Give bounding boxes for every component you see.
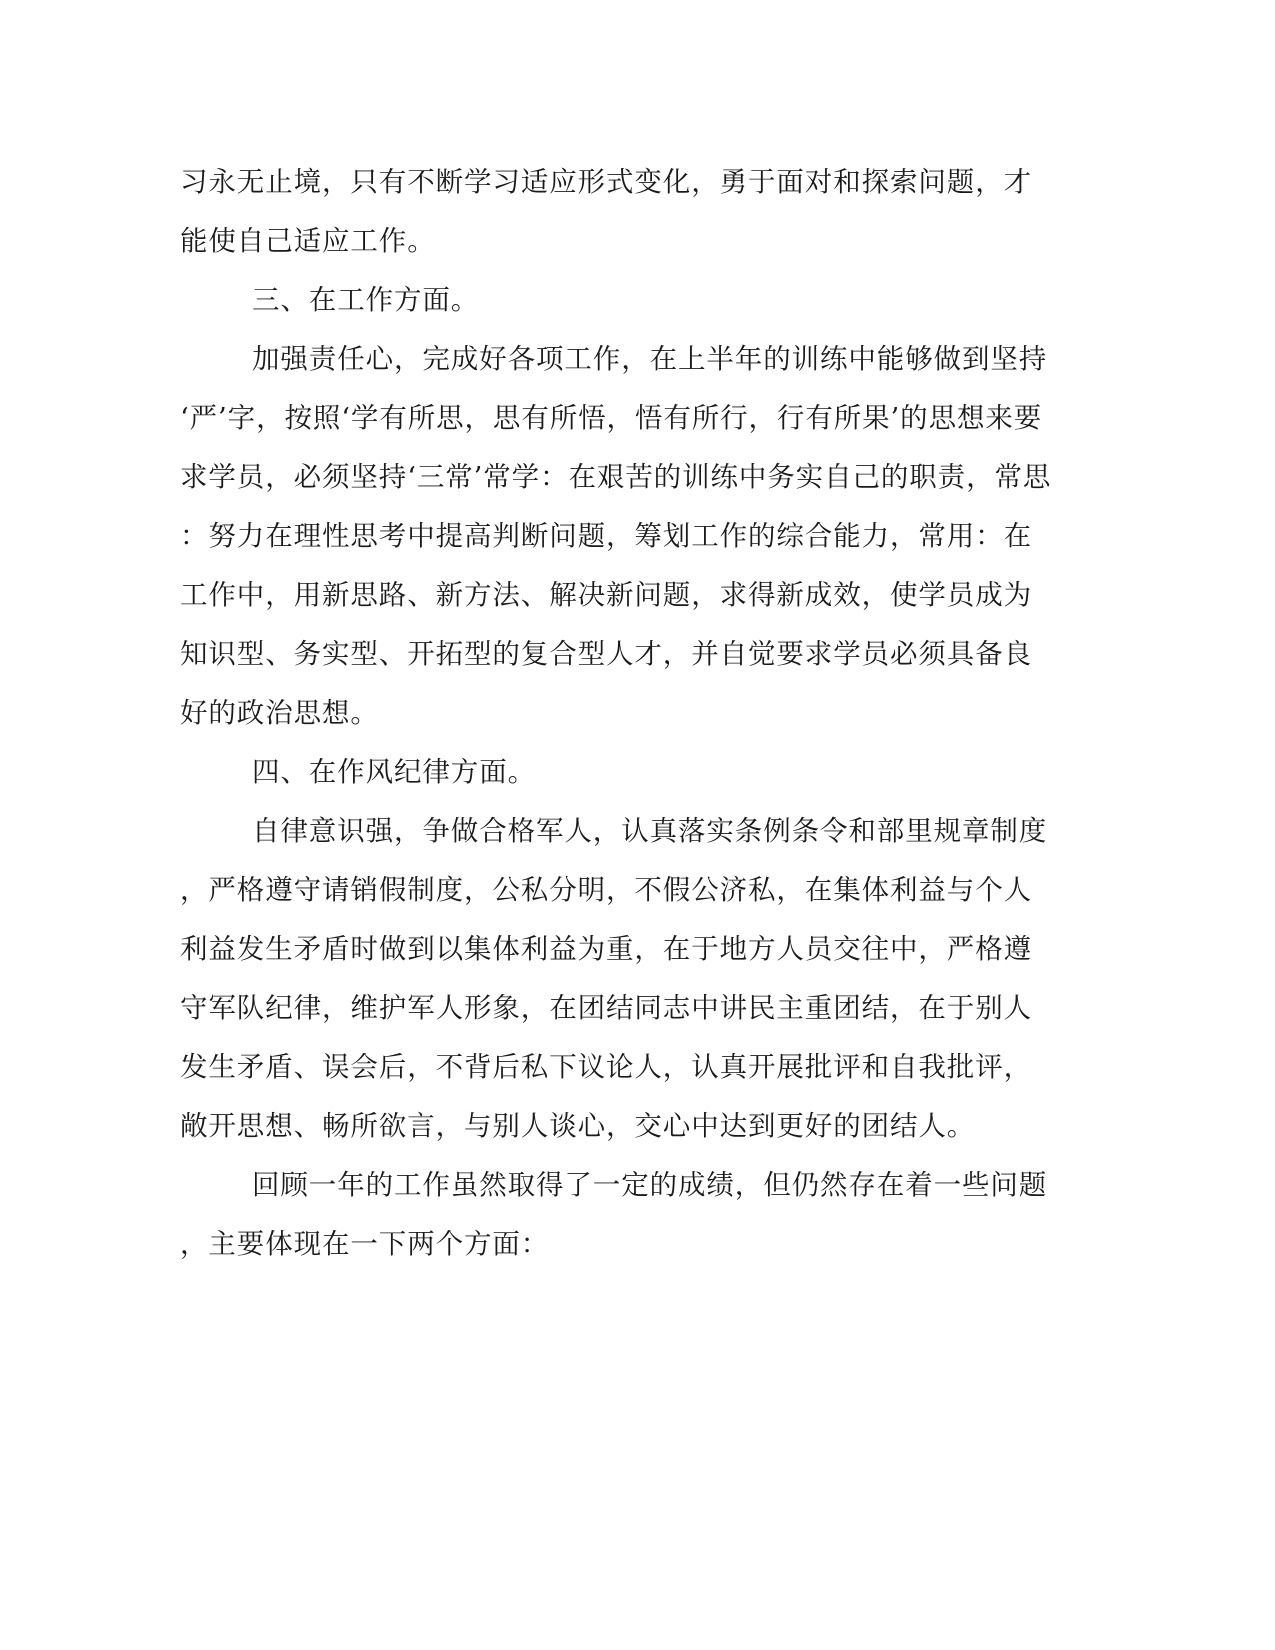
text-line: ‘严’字，按照‘学有所思，思有所悟，悟有所行，行有所果’的思想来要 — [180, 402, 1043, 434]
text-line: 加强责任心，完成好各项工作，在上半年的训练中能够做到坚持 — [252, 343, 1048, 375]
text-line: 敞开思想、畅所欲言，与别人谈心，交心中达到更好的团结人。 — [180, 1110, 976, 1142]
text-line: 习永无止境，只有不断学习适应形式变化，勇于面对和探索问题，才 — [180, 166, 1032, 198]
document-body — [180, 153, 1052, 1274]
text-line: 守军队纪律，维护军人形象，在团结同志中讲民主重团结，在于别人 — [180, 992, 1032, 1024]
text-line: ：努力在理性思考中提高判断问题，筹划工作的综合能力，常用：在 — [180, 520, 1032, 552]
text-line: ，严格遵守请销假制度，公私分明，不假公济私，在集体利益与个人 — [180, 874, 1032, 906]
text-line: 三、在工作方面。 — [252, 284, 480, 316]
text-line: 四、在作风纪律方面。 — [252, 756, 536, 788]
text-line: 回顾一年的工作虽然取得了一定的成绩，但仍然存在着一些问题 — [252, 1169, 1048, 1201]
text-line: 求学员，必须坚持‘三常’常学：在艰苦的训练中务实自己的职责，常思 — [180, 461, 1052, 493]
text-line: 利益发生矛盾时做到以集体利益为重，在于地方人员交往中，严格遵 — [180, 933, 1032, 965]
text-line: 好的政治思想。 — [180, 697, 379, 729]
text-line: 能使自己适应工作。 — [180, 225, 436, 257]
text-line: 发生矛盾、误会后，不背后私下议论人，认真开展批评和自我批评， — [180, 1051, 1032, 1083]
text-line: 工作中，用新思路、新方法、解决新问题，求得新成效，使学员成为 — [180, 579, 1032, 611]
text-line: 知识型、务实型、开拓型的复合型人才，并自觉要求学员必须具备良 — [180, 638, 1032, 670]
text-line: ，主要体现在一下两个方面： — [180, 1228, 550, 1260]
text-line: 自律意识强，争做合格军人，认真落实条例条令和部里规章制度 — [252, 815, 1048, 847]
